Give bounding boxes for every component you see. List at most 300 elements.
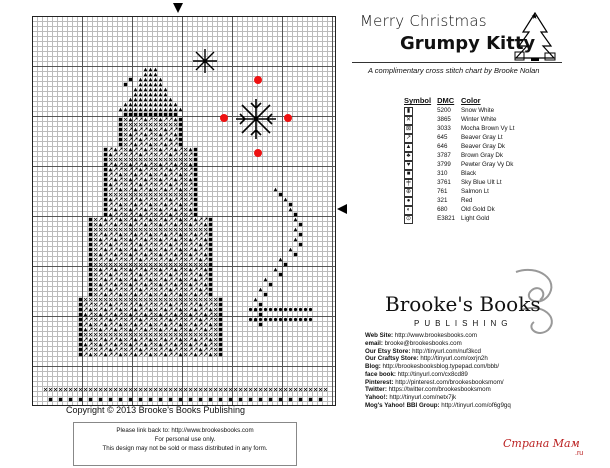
stitch-ar [139, 188, 142, 191]
stitch-sq [279, 193, 282, 196]
stitch-ar [99, 323, 102, 326]
stitch-ar [149, 223, 152, 226]
stitch-ar [144, 248, 147, 251]
stitch-ar [114, 288, 117, 291]
stitch-ar [199, 343, 202, 346]
color-key-table [401, 96, 517, 224]
stitch-x [169, 263, 172, 266]
stitch-ar [179, 258, 182, 261]
stitch-x [124, 143, 127, 146]
contact-item[interactable] [365, 332, 511, 340]
stitch-sq [104, 148, 107, 151]
stitch-ar [164, 138, 167, 141]
key-color: Old Gold Dk [461, 206, 495, 214]
stitch-ar [134, 288, 137, 291]
stitch-sq [209, 288, 212, 291]
stitch-sq [79, 313, 82, 316]
contact-link[interactable]: http://pinterest.com/brookesbooksmom/ [395, 378, 504, 386]
contact-link[interactable]: http://www.brookesbooks.com [394, 332, 477, 339]
stitch-ar [164, 213, 167, 216]
stitch-x [134, 123, 137, 126]
contact-item[interactable] [365, 394, 511, 402]
stitch-sq [264, 293, 267, 296]
stitch-ar [139, 178, 142, 181]
key-row [401, 197, 517, 206]
stitch-tri [109, 258, 113, 262]
stitch-dot [289, 308, 292, 311]
stitch-ar [174, 153, 177, 156]
stitch-tri [139, 303, 143, 307]
stitch-sq [174, 113, 177, 116]
stitch-sq [89, 263, 92, 266]
key-color: Black [461, 170, 477, 178]
stitch-ar [149, 163, 152, 166]
stitch-ar [99, 353, 102, 356]
stitch-tri [284, 198, 288, 202]
stitch-ar [139, 173, 142, 176]
stitch-ar [134, 213, 137, 216]
stitch-dot [264, 318, 267, 321]
stitch-x [169, 158, 172, 161]
stitch-ar [149, 183, 152, 186]
stitch-x [124, 308, 127, 311]
stitch-ar [114, 188, 117, 191]
stitch-tri [109, 348, 113, 352]
stitch-tri [174, 268, 178, 272]
stitch-x [94, 288, 97, 291]
stitch-sq [149, 398, 152, 401]
stitch-sq [194, 188, 197, 191]
stitch-ar [159, 168, 162, 171]
stitch-tri [129, 223, 133, 227]
stitch-sq [259, 398, 262, 401]
stitch-sq [279, 273, 282, 276]
stitch-ar [99, 303, 102, 306]
stitch-x [214, 333, 217, 336]
stitch-x [174, 123, 177, 126]
contact-item[interactable] [365, 348, 511, 356]
stitch-tri [174, 148, 178, 152]
stitch-ar [204, 348, 207, 351]
stitch-ar [189, 173, 192, 176]
stitch-tri [159, 108, 163, 112]
stitch-tri [139, 318, 143, 322]
stitch-ar [134, 138, 137, 141]
stitch-ar [174, 348, 177, 351]
key-dmc: E3821 [437, 215, 455, 223]
stitch-ar [164, 348, 167, 351]
stitch-tri [194, 218, 198, 222]
stitch-ar [129, 273, 132, 276]
stitch-sq [109, 398, 112, 401]
stitch-tri [119, 218, 123, 222]
stitch-x [94, 293, 97, 296]
stitch-ar [134, 283, 137, 286]
contact-item[interactable] [365, 355, 511, 363]
stitch-ar [109, 253, 112, 256]
key-color: Red [461, 197, 473, 205]
stitch-x [94, 338, 97, 341]
stitch-tri [174, 343, 178, 347]
stitch-ar [159, 198, 162, 201]
stitch-ar [149, 213, 152, 216]
contact-link[interactable]: http://tinyurl.com/oxrjn2h [420, 355, 488, 363]
stitch-tri [159, 88, 163, 92]
stitch-tri [164, 293, 168, 297]
stitch-ar [114, 168, 117, 171]
stitch-dot [274, 318, 277, 321]
stitch-x [129, 228, 132, 231]
contact-item[interactable] [365, 402, 511, 410]
stitch-ar [204, 303, 207, 306]
stitch-tri [154, 108, 158, 112]
stitch-ar [209, 343, 212, 346]
stitch-tri [144, 178, 148, 182]
stitch-tri [119, 278, 123, 282]
stitch-ar [89, 318, 92, 321]
stitch-ar [109, 208, 112, 211]
stitch-ar [144, 288, 147, 291]
contact-link[interactable]: http://tinyurl.com/cx8cd89 [397, 370, 468, 378]
stitch-ar [194, 273, 197, 276]
stitch-dot [294, 308, 297, 311]
stitch-tri [114, 178, 118, 182]
stitch-tri [134, 338, 138, 342]
stitch-tri [124, 103, 128, 107]
contact-item[interactable] [365, 379, 511, 387]
stitch-x [189, 263, 192, 266]
stitch-ar [144, 243, 147, 246]
stitch-x [184, 148, 187, 151]
stitch-ar [149, 273, 152, 276]
stitch-tri [84, 328, 88, 332]
stitch-ar [169, 118, 172, 121]
stitch-x [144, 263, 147, 266]
stitch-ar [139, 353, 142, 356]
key-dmc: 310 [437, 170, 448, 178]
stitch-ar [159, 303, 162, 306]
stitch-ar [199, 328, 202, 331]
stitch-ar [149, 153, 152, 156]
stitch-ar [194, 283, 197, 286]
svg-text:★: ★ [531, 12, 539, 21]
stitch-ar [174, 308, 177, 311]
stitch-sq [129, 398, 132, 401]
stitch-ar [189, 248, 192, 251]
stitch-ar [169, 203, 172, 206]
chart-pattern [33, 17, 335, 405]
stitch-sq [89, 223, 92, 226]
stitch-ar [84, 303, 87, 306]
contact-link[interactable]: brooke@brookesbooks.com [384, 339, 462, 347]
stitch-sq [209, 293, 212, 296]
stitch-ar [129, 353, 132, 356]
stitch-ar [194, 253, 197, 256]
stitch-sq [79, 303, 82, 306]
stitch-tri [174, 208, 178, 212]
stitch-ar [114, 318, 117, 321]
brand-name: Brooke's Books [385, 292, 541, 316]
stitch-ar [209, 348, 212, 351]
stitch-ar [119, 223, 122, 226]
stitch-sq [299, 243, 302, 246]
stitch-sq [294, 213, 297, 216]
stitch-sq [194, 168, 197, 171]
stitch-ar [149, 243, 152, 246]
stitch-x [154, 333, 157, 336]
stitch-tri [154, 103, 158, 107]
key-row [401, 143, 517, 152]
stitch-tri [139, 93, 143, 97]
stitch-ar [164, 223, 167, 226]
stitch-x [154, 238, 157, 241]
key-header-color: Color [461, 96, 481, 106]
stitch-x [89, 298, 92, 301]
stitch-x [159, 388, 162, 391]
stitch-tri [139, 273, 143, 277]
stitch-ar [99, 243, 102, 246]
stitch-sq [249, 398, 252, 401]
stitch-tri [104, 248, 108, 252]
stitch-x [209, 333, 212, 336]
stitch-tri [99, 238, 103, 242]
stitch-ar [169, 238, 172, 241]
stitch-sq [119, 123, 122, 126]
stitch-ar [144, 273, 147, 276]
stitch-x [184, 328, 187, 331]
contact-item[interactable] [365, 340, 511, 348]
stitch-ar [179, 153, 182, 156]
stitch-x [109, 228, 112, 231]
stitch-x [154, 148, 157, 151]
brand-subtitle: PUBLISHING [414, 319, 513, 328]
stitch-tri [189, 283, 193, 287]
stitch-tri [289, 208, 293, 212]
stitch-x [124, 148, 127, 151]
stitch-ar [149, 168, 152, 171]
stitch-x [154, 258, 157, 261]
stitch-sq [59, 398, 62, 401]
stitch-ar [139, 233, 142, 236]
stitch-tri [154, 83, 158, 87]
stitch-ar [169, 313, 172, 316]
stitch-ar [139, 163, 142, 166]
stitch-sq [89, 248, 92, 251]
stitch-x [124, 158, 127, 161]
stitch-ar [114, 308, 117, 311]
stitch-ar [129, 173, 132, 176]
stitch-ar [109, 173, 112, 176]
stitch-tri [154, 78, 158, 82]
stitch-ar [149, 283, 152, 286]
stitch-ar [119, 283, 122, 286]
stitch-x [124, 168, 127, 171]
stitch-ar [174, 323, 177, 326]
contact-link[interactable]: http://tinyurl.com/nuf3kcd [412, 347, 481, 355]
stitch-x [149, 388, 152, 391]
stitch-x [184, 158, 187, 161]
stitch-x [214, 338, 217, 341]
stitch-tri [189, 238, 193, 242]
stitch-ar [144, 353, 147, 356]
stitch-tri [109, 303, 113, 307]
stitch-sq [259, 323, 262, 326]
stitch-x [214, 323, 217, 326]
stitch-ar [149, 238, 152, 241]
stitch-x [124, 353, 127, 356]
contact-link[interactable]: https://twitter.com/brookesbooksmom [388, 386, 491, 394]
stitch-x [184, 348, 187, 351]
stitch-x [264, 388, 267, 391]
stitch-x [154, 138, 157, 141]
stitch-sq [194, 163, 197, 166]
stitch-tri [169, 98, 173, 102]
contact-label: Pinterest: [365, 378, 396, 386]
contact-item[interactable] [365, 363, 511, 371]
key-header-dmc: DMC [437, 96, 455, 106]
stitch-ar [104, 343, 107, 346]
stitch-ar [204, 233, 207, 236]
stitch-tri [114, 253, 118, 257]
stitch-x [154, 183, 157, 186]
stitch-ar [194, 318, 197, 321]
stitch-x [179, 193, 182, 196]
stitch-x [189, 158, 192, 161]
stitch-sq [289, 398, 292, 401]
stitch-x [134, 333, 137, 336]
stitch-x [314, 388, 317, 391]
stitch-x [69, 388, 72, 391]
stitch-sq [104, 173, 107, 176]
stitch-ar [159, 338, 162, 341]
stitch-tri [139, 168, 143, 172]
stitch-sq [219, 303, 222, 306]
stitch-x [184, 213, 187, 216]
stitch-tri [149, 173, 153, 177]
stitch-x [164, 158, 167, 161]
stitch-x [184, 203, 187, 206]
stitch-tri [149, 203, 153, 207]
stitch-ar [179, 283, 182, 286]
stitch-tri [129, 328, 133, 332]
stitch-tri [204, 268, 208, 272]
stitch-ar [174, 173, 177, 176]
stitch-sq [209, 278, 212, 281]
stitch-ar [169, 343, 172, 346]
stitch-x [289, 388, 292, 391]
stitch-tri [159, 343, 163, 347]
stitch-sq [144, 113, 147, 116]
stitch-ar [129, 218, 132, 221]
stitch-ar [134, 313, 137, 316]
stitch-ar [164, 183, 167, 186]
stitch-sq [139, 113, 142, 116]
stitch-ar [84, 318, 87, 321]
stitch-ar [169, 178, 172, 181]
stitch-ar [139, 203, 142, 206]
stitch-ar [194, 288, 197, 291]
stitch-ar [174, 353, 177, 356]
stitch-x [139, 158, 142, 161]
contact-link[interactable]: http://tinyurl.com/of6g9gq [441, 401, 511, 409]
stitch-ar [139, 313, 142, 316]
stitch-x [109, 193, 112, 196]
stitch-tri [149, 278, 153, 282]
stitch-x [124, 338, 127, 341]
stitch-tri [159, 178, 163, 182]
key-dmc: 680 [437, 206, 448, 214]
stitch-tri [139, 243, 143, 247]
stitch-tri [149, 103, 153, 107]
stitch-tri [139, 258, 143, 262]
stitch-x [59, 388, 62, 391]
stitch-x [94, 268, 97, 271]
stitch-tri [89, 308, 93, 312]
stitch-dot [259, 318, 262, 321]
stitch-x [299, 388, 302, 391]
stitch-sq [179, 118, 182, 121]
stitch-ar [109, 233, 112, 236]
stitch-tri [154, 73, 158, 77]
key-symbol: ✕ [405, 117, 412, 123]
stitch-x [164, 333, 167, 336]
stitch-sq [239, 398, 242, 401]
stitch-sq [124, 83, 127, 86]
stitch-sq [269, 398, 272, 401]
stitch-tri [149, 353, 153, 357]
stitch-x [119, 388, 122, 391]
stitch-sq [209, 228, 212, 231]
stitch-tri [134, 98, 138, 102]
stitch-x [124, 258, 127, 261]
stitch-x [279, 388, 282, 391]
stitch-sq [104, 158, 107, 161]
stitch-tri [164, 108, 168, 112]
contact-link[interactable]: http://brookesbooksblog.typepad.com/bbb/ [382, 363, 500, 370]
stitch-x [204, 333, 207, 336]
stitch-tri [164, 308, 168, 312]
stitch-x [154, 303, 157, 306]
stitch-sq [154, 113, 157, 116]
stitch-sq [199, 398, 202, 401]
contact-item[interactable] [365, 386, 511, 394]
contact-label: face book: [365, 370, 398, 378]
stitch-sq [79, 353, 82, 356]
stitch-x [54, 388, 57, 391]
stitch-x [154, 153, 157, 156]
stitch-ar [144, 153, 147, 156]
stitch-x [184, 263, 187, 266]
stitch-ar [119, 243, 122, 246]
stitch-ar [129, 323, 132, 326]
stitch-sq [209, 238, 212, 241]
stitch-tri [119, 203, 123, 207]
contact-label: Web Site: [365, 332, 395, 339]
stitch-tri [159, 208, 163, 212]
stitch-x [144, 158, 147, 161]
stitch-ar [104, 238, 107, 241]
stitch-x [149, 228, 152, 231]
contact-link[interactable]: http://tinyurl.com/netx7jk [389, 394, 457, 401]
stitch-sq [259, 313, 262, 316]
stitch-sq [219, 313, 222, 316]
contact-item[interactable] [365, 371, 511, 379]
stitch-ar [169, 208, 172, 211]
stitch-tri [159, 268, 163, 272]
stitch-ar [129, 188, 132, 191]
stitch-tri [129, 163, 133, 167]
stitch-dot [254, 308, 257, 311]
